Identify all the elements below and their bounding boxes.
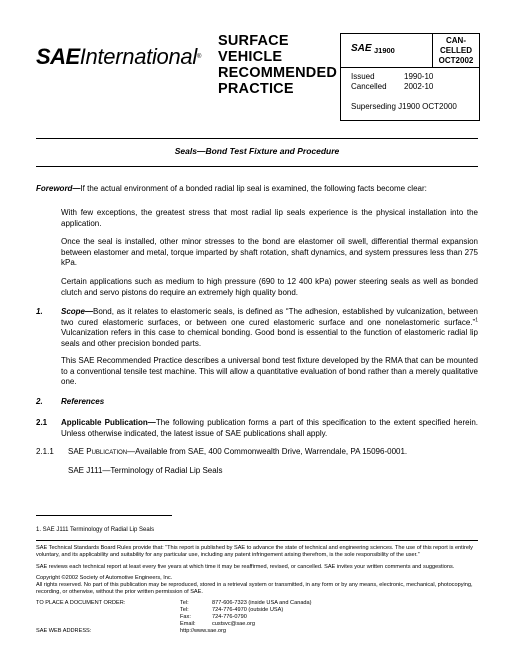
subsection-label: Applicable Publication— [61,418,156,427]
footer-copyright: Copyright ©2002 Society of Automotive Engineers, Inc. [36,575,173,581]
applicable-publication-paragraph [61,418,478,439]
cancelled-label: Cancelled [351,82,387,91]
section-number: 2. [36,397,43,406]
contact-value: 877-606-7323 (inside USA and Canada) [212,600,312,606]
footer-review: SAE reviews each technical report at least every five years at which time it may be reaffirmed, revised, or cancelled. SAE invites your written comments and suggestions. [36,564,455,570]
subsection-label: SAE Publication— [68,447,136,456]
doc-series: SAE [351,43,372,54]
foreword-paragraph: With few exceptions, the greatest stress that most radial lip seals experience is the physical installation into the application. [61,208,478,228]
contact-value: 724-776-4970 (outside USA) [212,607,284,613]
cancelled-value: 2002-10 [404,82,434,91]
contact-label: Fax: [180,614,191,620]
subsection-number: 2.1 [36,418,48,427]
foreword-paragraph [36,184,478,195]
scope-paragraph: This SAE Recommended Practice describes a universal bond test fixture developed by the RMA that can be mounted to a conventional tensile test machine. This will allow a quantitative evaluation of bond rather than a merely qualitative one. [61,356,478,386]
contact-value: 724-776-0790 [212,614,247,620]
doc-type-line: PRACTICE [218,81,294,97]
doc-type-line: SURFACE [218,33,289,49]
dates-cell [340,66,480,121]
doc-number: J1900 [374,46,395,55]
foreword-text: If the actual environment of a bonded radial lip seal is examined, the following facts become clear: [80,184,427,193]
document-number-cell [340,33,433,68]
section-number: 1. [36,307,43,316]
divider [36,138,478,139]
sae-international-logo [36,45,201,69]
reference-item: SAE J111—Terminology of Radial Lip Seals [68,466,223,475]
logo-sae: SAE [36,44,80,69]
foreword-paragraph: Certain applications such as medium to high pressure (690 to 12 400 kPa) power steering seals as well as bonded clutch and servo pistons do require an extremely high quality bond. [61,277,478,297]
subsection-text: Available from SAE, 400 Commonwealth Drive, Warrendale, PA 15096-0001. [135,447,408,456]
logo-international: International [79,44,197,69]
scope-label: Scope— [61,307,94,316]
footer-rights: All rights reserved. No part of this publication may be reproduced, stored in a retrieval system or transmitted, in any form or by any means, electronic, mechanical, photocopying, recording, or otherwise, without the prior written permission of SAE. [36,582,473,595]
status-line: CELLED [440,46,472,55]
doc-type-line: VEHICLE [218,49,283,65]
status-line: OCT2002 [438,56,474,65]
contact-label: Tel: [180,600,189,606]
doc-type-line: RECOMMENDED [218,65,338,81]
web-link[interactable]: http://www.sae.org [180,628,227,634]
document-type [218,33,337,97]
document-title: Seals—Bond Test Fixture and Procedure [174,146,340,156]
status-line: CAN- [446,36,466,45]
footnote-ref: 1 [475,316,478,323]
web-label: SAE WEB ADDRESS: [36,628,92,634]
issued-label: Issued [351,72,375,81]
scope-paragraph [61,307,478,349]
subsection-number: 2.1.1 [36,447,54,456]
section-heading: References [61,397,105,406]
superseding: Superseding J1900 OCT2000 [351,102,457,111]
issued-value: 1990-10 [404,72,434,81]
foreword-label: Foreword— [36,184,81,193]
scope-text: Bond, as it relates to elastomeric seals, is defined as “The adhesion, established by vulcanization, between two cured elastomeric surfaces, or between one cured elastomeric surface and one nonelastomeric surface.” [61,307,478,327]
contact-email[interactable]: custsvc@sae.org [212,621,255,627]
divider [36,166,478,167]
footer-divider [36,540,478,541]
scope-text: Vulcanization refers in this case to chemical bonding. Good bond is essential to the function of elastomeric radial lip seals and other precision bonded parts. [61,328,478,348]
status-cell [432,33,480,68]
sae-publication-paragraph [68,447,478,458]
logo-trademark: ® [196,54,202,60]
footer-policy: SAE Technical Standards Board Rules provide that: “This report is published by SAE to advance the state of technical and engineering sciences. The use of this report is entirely voluntary, and its applicability and suitability for any particular use, including any patent infringement arising therefrom, is the sole responsibility of the user.” [36,545,473,558]
contact-label: Email: [180,621,196,627]
footnote-divider [36,515,172,516]
footnote: 1. SAE J111 Terminology of Radial Lip Seals [36,527,155,533]
contact-label: Tel: [180,607,189,613]
order-label: TO PLACE A DOCUMENT ORDER: [36,600,126,606]
subsection-text: The following publication forms a part of this specification to the extent specified herein. Unless otherwise indicated, the latest issue of SAE publications shall apply. [61,418,479,438]
foreword-paragraph: Once the seal is installed, other minor stresses to the bond are elastomer oil swell, differential thermal expansion between elastomer and metal, torque imparted by shaft rotation, shaft dynamics, and system pressures less than 275 kPa. [61,237,478,267]
